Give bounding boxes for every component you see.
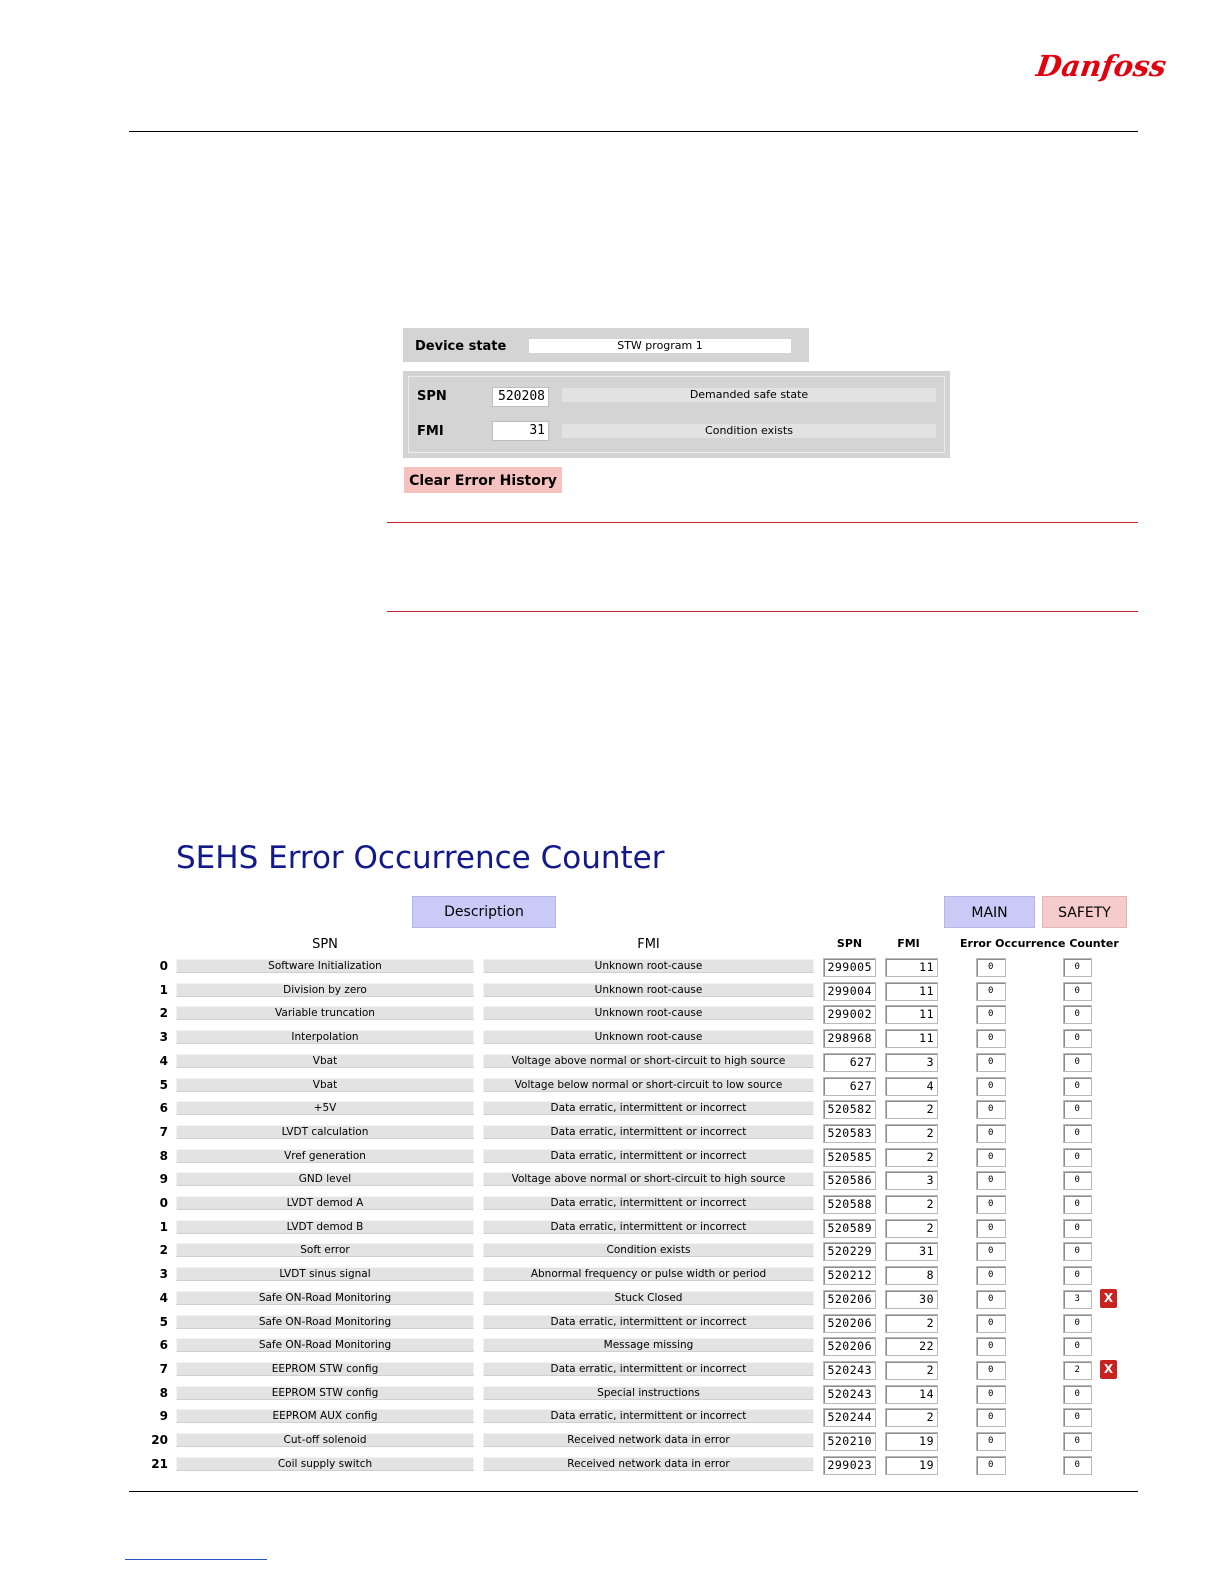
safety-counter-cell: 0 [1063,1148,1092,1167]
spn-description-cell: LVDT sinus signal [176,1267,474,1281]
fmi-value-cell: 2 [885,1408,938,1427]
row-index: 7 [159,1361,168,1376]
main-counter-cell: 0 [976,1456,1006,1475]
main-counter-cell: 0 [976,1100,1006,1119]
table-row [150,1050,1140,1074]
fmi-value-cell: 19 [885,1432,938,1451]
spn-description-cell: LVDT calculation [176,1125,474,1139]
table-row [150,1168,1140,1192]
fmi-description-cell: Data erratic, intermittent or incorrect [483,1101,814,1115]
safety-counter-cell: 0 [1063,1005,1092,1024]
spn-value-field: 520208 [492,387,549,407]
safety-counter-cell: 0 [1063,1432,1092,1451]
fmi-value-cell: 11 [885,1029,938,1048]
row-index: 5 [159,1077,168,1092]
main-counter-cell: 0 [976,1077,1006,1096]
table-row [150,1097,1140,1121]
spn-description-cell: Vbat [176,1078,474,1092]
danfoss-logo [1034,42,1169,84]
main-counter-cell: 0 [976,1290,1006,1309]
table-row [150,1311,1140,1335]
table-row [150,1216,1140,1240]
fmi-description-cell: Voltage below normal or short-circuit to low source [483,1078,814,1092]
table-row [150,1026,1140,1050]
main-counter-cell: 0 [976,1408,1006,1427]
fmi-value-cell: 11 [885,1005,938,1024]
spn-value-cell: 299005 [823,958,876,977]
spn-description-cell: Cut-off solenoid [176,1433,474,1447]
main-counter-cell: 0 [976,1337,1006,1356]
fmi-description-cell: Data erratic, intermittent or incorrect [483,1220,814,1234]
row-index: 4 [159,1053,168,1068]
fmi-description-cell: Unknown root-cause [483,1030,814,1044]
main-counter-cell: 0 [976,1432,1006,1451]
safety-counter-cell: 0 [1063,1029,1092,1048]
spn-header: SPN [836,937,863,950]
main-counter-cell: 0 [976,1361,1006,1380]
spn-description-cell: EEPROM STW config [176,1362,474,1376]
spn-description-cell: Coil supply switch [176,1457,474,1471]
fmi-description-cell: Condition exists [483,1243,814,1257]
main-counter-cell: 0 [976,1053,1006,1072]
table-row [150,1192,1140,1216]
fmi-description-cell: Received network data in error [483,1433,814,1447]
main-counter-cell: 0 [976,1266,1006,1285]
spn-description-cell: Safe ON-Road Monitoring [176,1291,474,1305]
spn-value-cell: 520585 [823,1148,876,1167]
spn-description-cell: Vref generation [176,1149,474,1163]
fmi-value-cell: 31 [885,1242,938,1261]
fmi-header: FMI [897,937,920,950]
row-index: 6 [159,1338,168,1353]
table-row [150,955,1140,979]
main-counter-cell: 0 [976,1195,1006,1214]
counter-header: Error Occurrence Counter [960,937,1119,950]
spn-value-cell: 627 [823,1053,876,1072]
fmi-value-cell: 22 [885,1337,938,1356]
fmi-value-field: 31 [492,421,549,441]
spn-description-cell: LVDT demod B [176,1220,474,1234]
fmi-description-cell: Abnormal frequency or pulse width or period [483,1267,814,1281]
safety-counter-cell: 0 [1063,1408,1092,1427]
logo-wordmark: Danfoss [1034,49,1169,83]
row-index: 2 [159,1243,168,1258]
spn-description-cell: Safe ON-Road Monitoring [176,1315,474,1329]
safety-counter-cell: 3 [1063,1290,1092,1309]
row-index: 3 [159,1267,168,1282]
table-row [150,1382,1140,1406]
safety-counter-cell: 0 [1063,1242,1092,1261]
table-row [150,1239,1140,1263]
table-row [150,1121,1140,1145]
main-counter-cell: 0 [976,1005,1006,1024]
spn-description-cell: LVDT demod A [176,1196,474,1210]
spn-value-cell: 520582 [823,1100,876,1119]
row-index: 9 [159,1172,168,1187]
reset-counter-button[interactable]: X [1100,1289,1117,1308]
row-index: 21 [151,1456,168,1471]
fmi-value-cell: 30 [885,1290,938,1309]
row-index: 5 [159,1314,168,1329]
fmi-label: FMI [417,424,444,439]
main-counter-cell: 0 [976,982,1006,1001]
fmi-value-cell: 3 [885,1171,938,1190]
fmi-description-cell: Unknown root-cause [483,959,814,973]
spn-value-cell: 627 [823,1077,876,1096]
main-counter-cell: 0 [976,1219,1006,1238]
fmi-value-cell: 2 [885,1361,938,1380]
row-index: 1 [159,982,168,997]
spn-description-cell: Software Initialization [176,959,474,973]
table-row [150,1453,1140,1477]
header-rule [129,131,1138,132]
row-index: 0 [159,1196,168,1210]
fmi-description-cell: Special instructions [483,1386,814,1400]
fmi-description-cell: Data erratic, intermittent or incorrect [483,1149,814,1163]
fmi-description: Condition exists [562,424,936,438]
fmi-description-cell: Voltage above normal or short-circuit to high source [483,1054,814,1068]
spn-value-cell: 520210 [823,1432,876,1451]
fmi-value-cell: 2 [885,1100,938,1119]
fmi-value-cell: 8 [885,1266,938,1285]
main-counter-cell: 0 [976,1242,1006,1261]
main-button[interactable]: MAIN [944,896,1035,928]
safety-counter-cell: 0 [1063,1077,1092,1096]
row-index: 1 [159,1219,168,1234]
description-button[interactable]: Description [412,896,556,928]
spn-value-cell: 520243 [823,1385,876,1404]
table-row [150,1263,1140,1287]
spn-description-cell: EEPROM AUX config [176,1409,474,1423]
fmi-value-cell: 2 [885,1148,938,1167]
fmi-value-cell: 4 [885,1077,938,1096]
table-row [150,1074,1140,1098]
spn-description-cell: Safe ON-Road Monitoring [176,1338,474,1352]
fmi-value-cell: 11 [885,982,938,1001]
main-counter-cell: 0 [976,1314,1006,1333]
safety-counter-cell: 0 [1063,1124,1092,1143]
spn-value-cell: 520229 [823,1242,876,1261]
spn-value-cell: 298968 [823,1029,876,1048]
spn-description-cell: Soft error [176,1243,474,1257]
spn-label: SPN [417,389,447,404]
fmi-description-cell: Unknown root-cause [483,1006,814,1020]
table-row [150,1334,1140,1358]
spn-description-cell: +5V [176,1101,474,1115]
spn-desc-header: SPN [312,937,338,952]
row-index: 8 [159,1385,168,1400]
safety-counter-cell: 0 [1063,1219,1092,1238]
fmi-value-cell: 2 [885,1124,938,1143]
table-row [150,979,1140,1003]
main-counter-cell: 0 [976,1029,1006,1048]
fmi-value-cell: 2 [885,1219,938,1238]
fmi-description-cell: Voltage above normal or short-circuit to high source [483,1172,814,1186]
row-index: 8 [159,1148,168,1163]
fmi-description-cell: Data erratic, intermittent or incorrect [483,1196,814,1210]
row-index: 2 [159,1006,168,1021]
fmi-description-cell: Received network data in error [483,1457,814,1471]
safety-button[interactable]: SAFETY [1042,896,1127,928]
table-row [150,1287,1140,1311]
safety-counter-cell: 0 [1063,1266,1092,1285]
spn-description-cell: GND level [176,1172,474,1186]
main-counter-cell: 0 [976,1148,1006,1167]
main-counter-cell: 0 [976,958,1006,977]
fmi-description-cell: Unknown root-cause [483,983,814,997]
fmi-desc-header: FMI [637,937,660,952]
fmi-value-cell: 19 [885,1456,938,1475]
safety-counter-cell: 0 [1063,1314,1092,1333]
fmi-description-cell: Data erratic, intermittent or incorrect [483,1125,814,1139]
row-index: 6 [159,1101,168,1116]
row-index: 7 [159,1124,168,1139]
row-index: 9 [159,1409,168,1424]
row-index: 20 [151,1433,168,1447]
fmi-description-cell: Data erratic, intermittent or incorrect [483,1315,814,1329]
footer-link-underline [125,1559,267,1560]
device-state-value: STW program 1 [529,339,791,353]
spn-value-cell: 520589 [823,1219,876,1238]
safety-counter-cell: 0 [1063,1456,1092,1475]
spn-value-cell: 520588 [823,1195,876,1214]
fmi-value-cell: 3 [885,1053,938,1072]
spn-value-cell: 520586 [823,1171,876,1190]
table-row [150,1358,1140,1382]
fmi-value-cell: 11 [885,958,938,977]
spn-description-cell: Interpolation [176,1030,474,1044]
note-bottom-rule [387,611,1138,612]
fmi-description-cell: Data erratic, intermittent or incorrect [483,1409,814,1423]
reset-counter-button[interactable]: X [1100,1360,1117,1379]
table-row [150,1405,1140,1429]
spn-value-cell: 520244 [823,1408,876,1427]
safety-counter-cell: 0 [1063,1195,1092,1214]
table-row [150,1145,1140,1169]
spn-value-cell: 520206 [823,1337,876,1356]
fmi-description-cell: Stuck Closed [483,1291,814,1305]
safety-counter-cell: 2 [1063,1361,1092,1380]
table-row [150,1002,1140,1026]
main-counter-cell: 0 [976,1124,1006,1143]
safety-counter-cell: 0 [1063,1053,1092,1072]
spn-description-cell: Variable truncation [176,1006,474,1020]
safety-counter-cell: 0 [1063,1385,1092,1404]
fmi-value-cell: 2 [885,1195,938,1214]
footer-rule [129,1491,1138,1492]
table-row [150,1429,1140,1453]
fmi-value-cell: 2 [885,1314,938,1333]
spn-value-cell: 299004 [823,982,876,1001]
error-counter-table [150,955,1140,1472]
spn-description-cell: EEPROM STW config [176,1386,474,1400]
main-counter-cell: 0 [976,1385,1006,1404]
safety-counter-cell: 0 [1063,1100,1092,1119]
fmi-description-cell: Data erratic, intermittent or incorrect [483,1362,814,1376]
row-index: 3 [159,1030,168,1045]
spn-value-cell: 299023 [823,1456,876,1475]
note-top-rule [387,522,1138,523]
spn-value-cell: 520212 [823,1266,876,1285]
safety-counter-cell: 0 [1063,1337,1092,1356]
safety-counter-cell: 0 [1063,982,1092,1001]
row-index: 4 [159,1290,168,1305]
safety-counter-cell: 0 [1063,958,1092,977]
main-counter-cell: 0 [976,1171,1006,1190]
fmi-value-cell: 14 [885,1385,938,1404]
row-index: 0 [159,959,168,973]
spn-value-cell: 520206 [823,1290,876,1309]
clear-error-history-button[interactable]: Clear Error History [404,467,562,493]
spn-value-cell: 520206 [823,1314,876,1333]
spn-value-cell: 520583 [823,1124,876,1143]
spn-description: Demanded safe state [562,388,936,402]
counter-screen-title: SEHS Error Occurrence Counter [176,840,665,876]
spn-value-cell: 299002 [823,1005,876,1024]
spn-value-cell: 520243 [823,1361,876,1380]
safety-counter-cell: 0 [1063,1171,1092,1190]
spn-description-cell: Vbat [176,1054,474,1068]
fmi-description-cell: Message missing [483,1338,814,1352]
spn-description-cell: Division by zero [176,983,474,997]
device-state-label: Device state [415,339,507,354]
